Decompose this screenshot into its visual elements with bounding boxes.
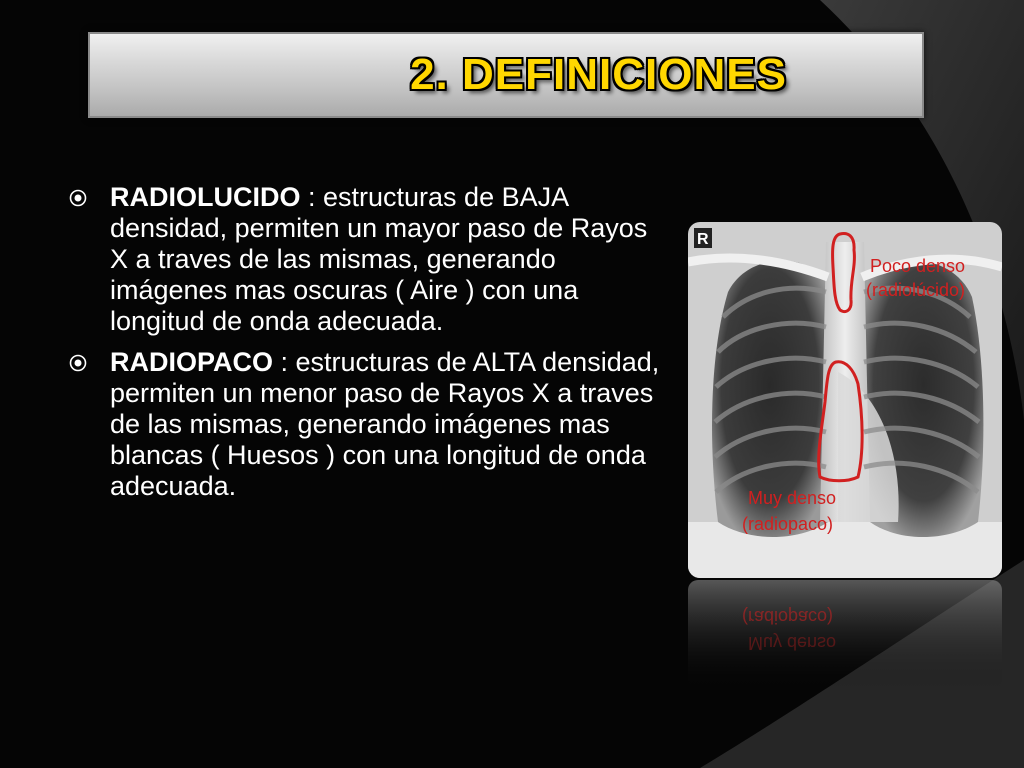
definitions-list [68, 182, 668, 512]
chest-xray-image [688, 222, 1002, 578]
label-poco-denso: Poco denso [870, 256, 966, 276]
definition-radiopaco: : estructuras de ALTA densidad, permiten un menor paso de Rayos X a traves de las mismas, generando imágenes mas blancas ( Huesos ) con una longitud de onda adecuada. [110, 347, 660, 501]
circle-bullet-icon [68, 188, 88, 208]
label-muy-denso: Muy denso [748, 488, 837, 508]
definition-radiolucido: : estructuras de BAJA densidad, permiten un mayor paso de Rayos X a traves de las mismas, generando imágenes mas oscuras ( Aire ) con una longitud de onda adecuada. [110, 182, 648, 336]
term-radiopaco: RADIOPACO [110, 347, 274, 377]
list-item [68, 182, 668, 337]
title-banner [88, 32, 924, 118]
label-radiolucido: (radiolúcido) [866, 280, 966, 300]
term-radiolucido: RADIOLUCIDO [110, 182, 301, 212]
circle-bullet-icon [68, 353, 88, 373]
xray-reflection [688, 580, 1002, 690]
xray-marker: R [697, 231, 709, 248]
page-title: 2. DEFINICIONES [410, 50, 787, 99]
definition-text [110, 182, 668, 337]
label-radiopaco: (radiopaco) [742, 514, 834, 534]
definition-text [110, 347, 668, 502]
reflected-label-muy-denso: Muy denso [748, 633, 837, 653]
reflected-label-radiopaco: (radiopaco) [742, 607, 834, 627]
list-item [68, 347, 668, 502]
reflection-fade [688, 580, 1002, 690]
